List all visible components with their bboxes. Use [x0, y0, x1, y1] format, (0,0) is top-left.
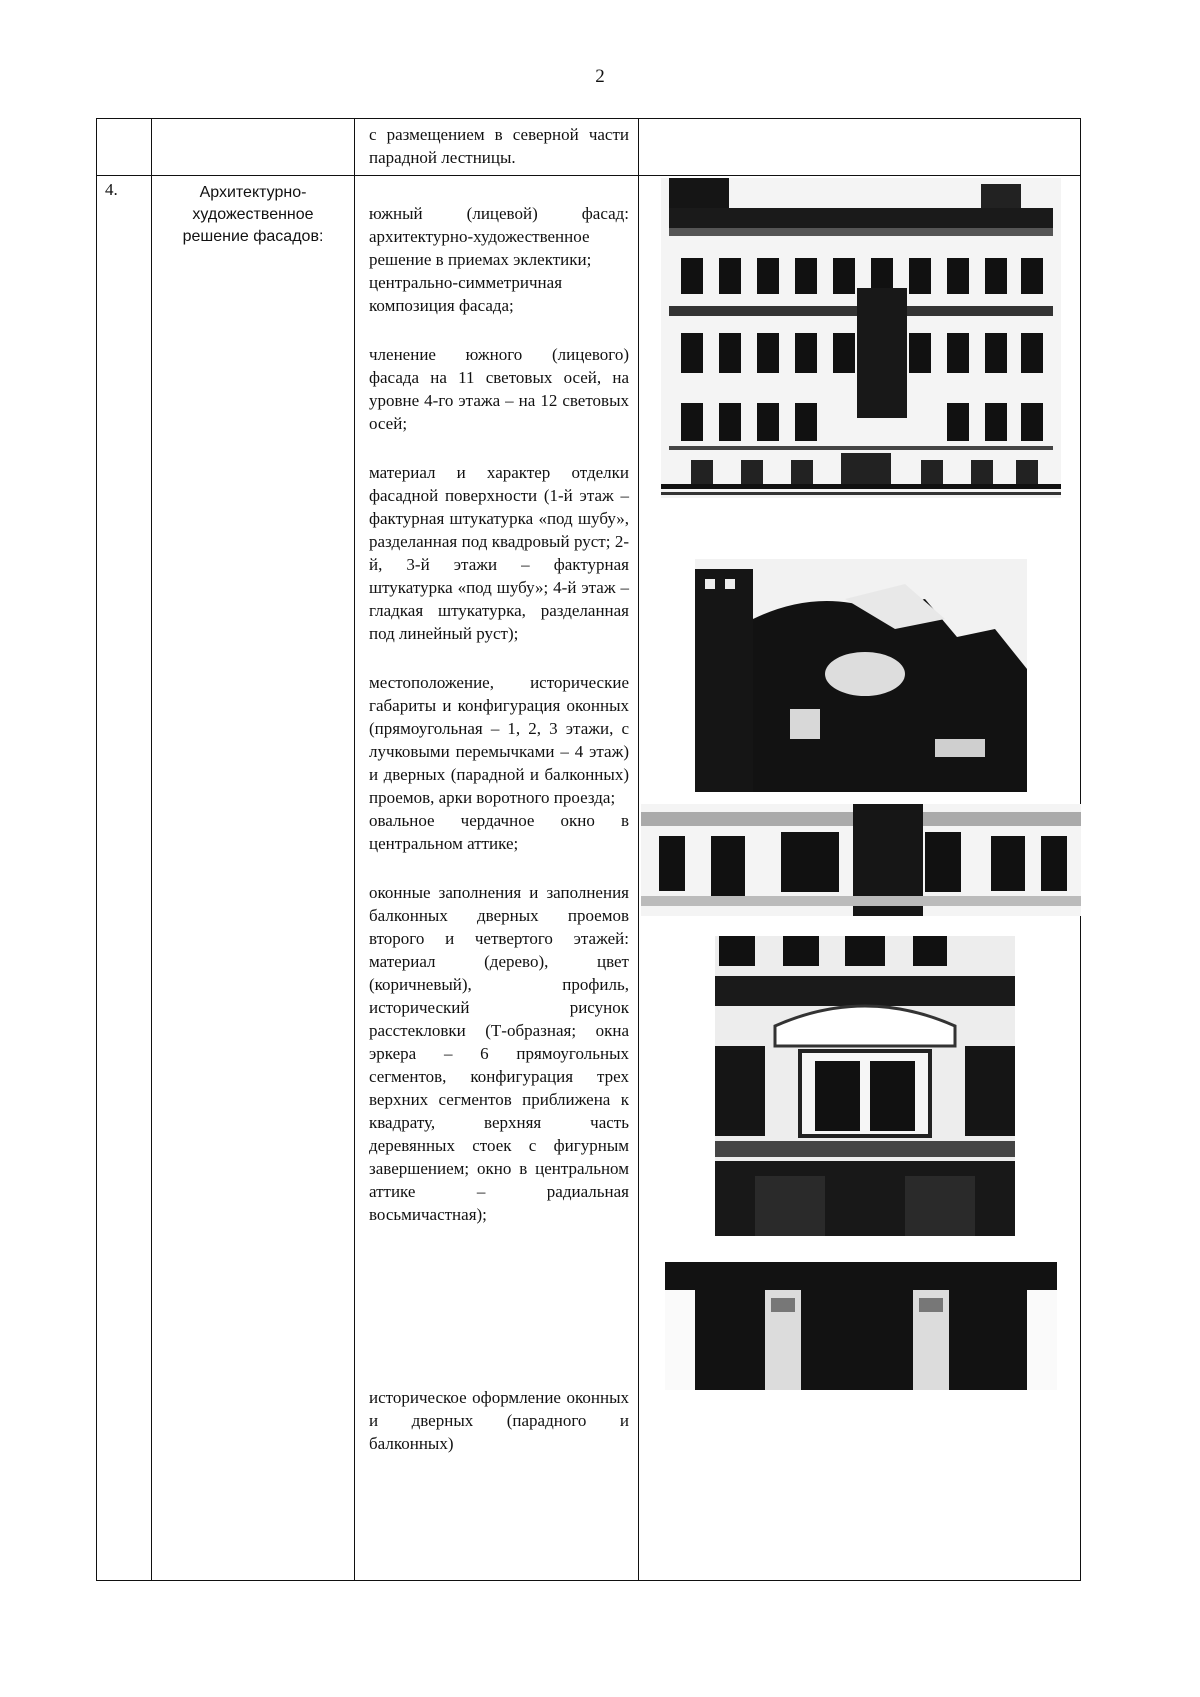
number-cell: [97, 176, 152, 1581]
row-name: Архитектурно-художественное решение фасадов:: [182, 184, 324, 245]
building-facade-photo-icon: [661, 178, 1061, 498]
image-cell: [639, 176, 1081, 1581]
table-row-continued: [97, 119, 1081, 176]
document-table: [96, 118, 1081, 1581]
window-row-photo-icon: [641, 804, 1081, 916]
paragraph-composition: центрально-симметричная композиция фасада;: [369, 273, 563, 315]
name-cell: [152, 119, 355, 176]
name-cell: [152, 176, 355, 1581]
paragraph-facade-style: южный (лицевой) фасад: архитектурно-художественное решение в приемах эклектики;: [369, 204, 629, 269]
paragraph-oval-window: овальное чердачное окно в центральном аттике;: [369, 811, 629, 853]
image-cell: [639, 119, 1081, 176]
number-cell: [97, 119, 152, 176]
gate-arch-photo-icon: [665, 1262, 1057, 1390]
paragraph-finish: материал и характер отделки фасадной поверхности (1-й этаж – фактурная штукатурка «под шубу», разделанная под квадровый руст; 2-й, 3-й этажи – фактурная штукатурка «под шубу»; 4-й этаж – гладкая штукатурка, разделанная под линейный руст);: [369, 463, 629, 643]
description-cell: [355, 119, 639, 176]
page-number: 2: [595, 66, 605, 87]
description-cell: [355, 176, 639, 1581]
paragraph-openings: местоположение, исторические габариты и конфигурация оконных (прямоугольная – 1, 2, 3 этажи, с лучковыми перемычками – 4 этаж) и дверных (парадной и балконных) проемов, арки воротного проезда;: [369, 673, 629, 807]
paragraph-historic-decor: историческое оформление оконных и дверных (парадного и балконных): [369, 1388, 629, 1453]
continued-text: с размещением в северной части парадной лестницы.: [369, 125, 629, 167]
row-number: 4.: [105, 180, 118, 199]
attic-window-photo-icon: [695, 559, 1027, 792]
paragraph-window-fillings: оконные заполнения и заполнения балконных дверных проемов второго и четвертого этажей: материал (дерево), цвет (коричневый), профиль, исторический рисунок расстекловки (Т-образная; окна эркера – 6 прямоугольных сегментов, конфигурация трех верхних сегментов приближена к квадрату, верхняя часть деревянных стоек с фигурным завершением; окно в центральном аттике – радиальная восьмичастная);: [369, 883, 629, 1224]
paragraph-axes: членение южного (лицевого) фасада на 11 световых осей, на уровне 4-го этажа – на 12 световых осей;: [369, 345, 629, 433]
bay-window-photo-icon: [715, 936, 1015, 1236]
table-row-facades: [97, 176, 1081, 1581]
